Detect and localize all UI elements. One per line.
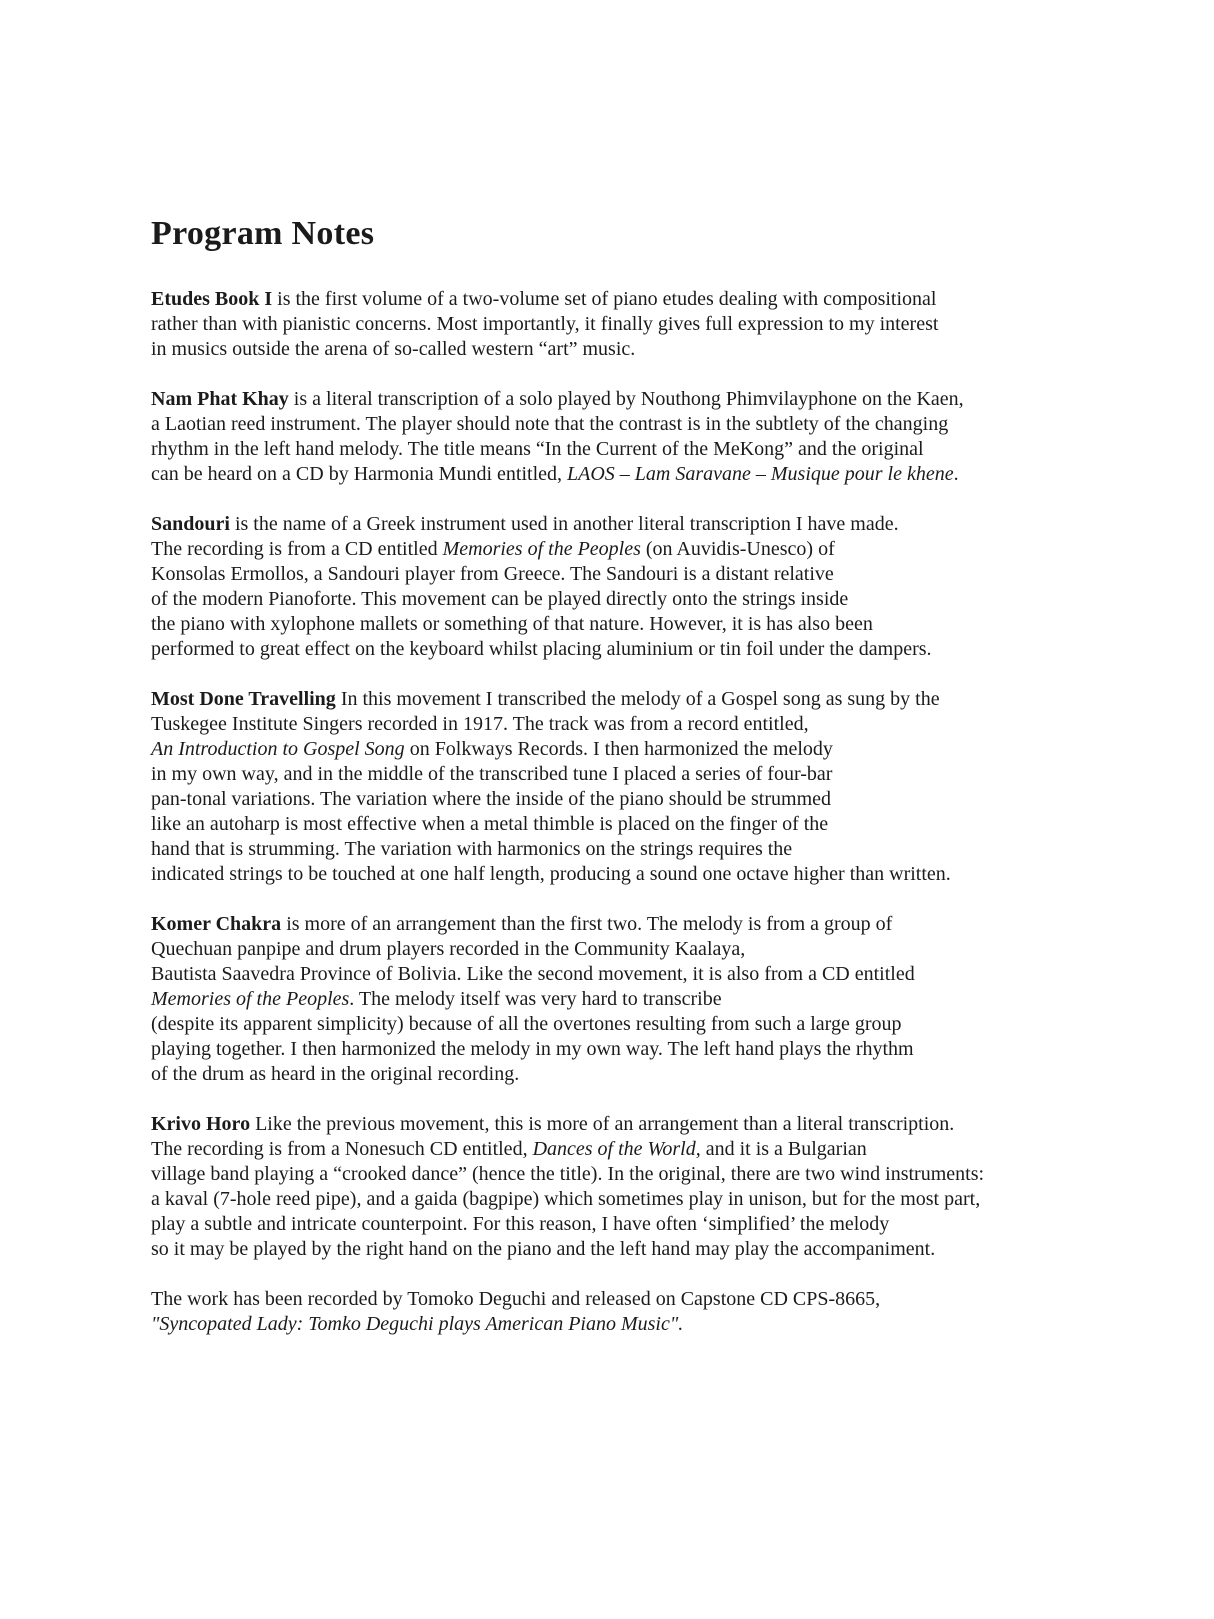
text-line: [151, 1312, 1124, 1337]
text-run: is the first volume of a two-volume set of piano etudes dealing with compositional: [272, 288, 937, 310]
text-line: [151, 1162, 1124, 1187]
text-line: [151, 612, 1124, 637]
text-run: like an autoharp is most effective when a metal thimble is placed on the finger of the: [151, 813, 829, 835]
paragraph: [151, 512, 1124, 662]
text-run: in musics outside the arena of so-called western “art” music.: [151, 338, 636, 360]
text-line: [151, 437, 1124, 462]
text-run: . The melody itself was very hard to transcribe: [349, 988, 722, 1010]
paragraph: [151, 1112, 1124, 1262]
text-line: [151, 1062, 1124, 1087]
text-run: is more of an arrangement than the first two. The melody is from a group of: [281, 913, 893, 935]
text-run: An Introduction to Gospel Song: [151, 738, 405, 760]
text-run: Memories of the Peoples: [442, 538, 641, 560]
text-run: performed to great effect on the keyboard whilst placing aluminium or tin foil under the dampers.: [151, 638, 932, 660]
text-run: a kaval (7-hole reed pipe), and a gaida (bagpipe) which sometimes play in unison, but for the most part,: [151, 1188, 981, 1210]
text-line: [151, 337, 1124, 362]
text-run: "Syncopated Lady: Tomko Deguchi plays American Piano Music".: [151, 1313, 684, 1335]
text-run: is a literal transcription of a solo played by Nouthong Phimvilayphone on the Kaen,: [288, 388, 964, 410]
text-run: hand that is strumming. The variation with harmonics on the strings requires the: [151, 838, 793, 860]
text-run: play a subtle and intricate counterpoint. For this reason, I have often ‘simplified’ the melody: [151, 1213, 890, 1235]
text-line: [151, 1037, 1124, 1062]
text-run: LAOS – Lam Saravane – Musique pour le khene: [567, 463, 954, 485]
text-run: Memories of the Peoples: [151, 988, 350, 1010]
text-line: [151, 637, 1124, 662]
text-line: [151, 737, 1124, 762]
text-line: [151, 537, 1124, 562]
text-run: .: [953, 463, 959, 485]
text-line: [151, 1212, 1124, 1237]
text-run: of the modern Pianoforte. This movement can be played directly onto the strings inside: [151, 588, 849, 610]
paragraph: [151, 687, 1124, 887]
text-line: [151, 812, 1124, 837]
page-title: Program Notes: [151, 215, 375, 252]
text-run: village band playing a “crooked dance” (hence the title). In the original, there are two wind instruments:: [151, 1163, 985, 1185]
text-run: Nam Phat Khay: [151, 388, 289, 410]
text-run: is the name of a Greek instrument used in another literal transcription I have made.: [229, 513, 899, 535]
text-run: Etudes Book I: [151, 288, 273, 310]
text-line: [151, 1137, 1124, 1162]
text-run: Most Done Travelling: [151, 688, 336, 710]
text-run: Bautista Saavedra Province of Bolivia. Like the second movement, it is also from a CD entitled: [151, 963, 915, 985]
text-run: The recording is from a Nonesuch CD entitled,: [151, 1138, 533, 1160]
text-line: [151, 862, 1124, 887]
text-line: [151, 762, 1124, 787]
text-line: [151, 312, 1124, 337]
text-run: Tuskegee Institute Singers recorded in 1917. The track was from a record entitled,: [151, 713, 809, 735]
text-run: the piano with xylophone mallets or something of that nature. However, it is has also been: [151, 613, 873, 635]
text-line: [151, 937, 1124, 962]
text-run: so it may be played by the right hand on the piano and the left hand may play the accompaniment.: [151, 1238, 936, 1260]
document-body: [151, 287, 1124, 1337]
text-line: [151, 1187, 1124, 1212]
text-run: rhythm in the left hand melody. The title means “In the Current of the MeKong” and the original: [151, 438, 924, 460]
paragraph: [151, 1287, 1124, 1337]
text-run: In this movement I transcribed the melody of a Gospel song as sung by the: [335, 688, 940, 710]
text-run: Quechuan panpipe and drum players recorded in the Community Kaalaya,: [151, 938, 746, 960]
text-line: [151, 987, 1124, 1012]
text-run: a Laotian reed instrument. The player should note that the contrast is in the subtlety of the changing: [151, 413, 949, 435]
text-line: [151, 562, 1124, 587]
text-run: Sandouri: [151, 513, 230, 535]
text-line: [151, 587, 1124, 612]
text-line: [151, 837, 1124, 862]
document-content: [151, 213, 1124, 1362]
text-run: (on Auvidis-Unesco) of: [640, 538, 835, 560]
text-run: and it is a Bulgarian: [700, 1138, 867, 1160]
text-line: [151, 512, 1124, 537]
text-run: Like the previous movement, this is more of an arrangement than a literal transcription.: [250, 1113, 955, 1135]
text-run: Dances of the World,: [532, 1138, 701, 1160]
text-line: [151, 387, 1124, 412]
text-line: [151, 287, 1124, 312]
text-line: [151, 1012, 1124, 1037]
text-run: Komer Chakra: [151, 913, 282, 935]
paragraph: [151, 387, 1124, 487]
text-run: playing together. I then harmonized the melody in my own way. The left hand plays the rhythm: [151, 1038, 914, 1060]
paragraph: [151, 287, 1124, 362]
text-run: on Folkways Records. I then harmonized the melody: [404, 738, 833, 760]
text-run: Konsolas Ermollos, a Sandouri player from Greece. The Sandouri is a distant relative: [151, 563, 834, 585]
text-line: [151, 912, 1124, 937]
text-line: [151, 1287, 1124, 1312]
text-run: in my own way, and in the middle of the transcribed tune I placed a series of four-bar: [151, 763, 833, 785]
text-run: The recording is from a CD entitled: [151, 538, 443, 560]
text-line: [151, 787, 1124, 812]
text-line: [151, 1112, 1124, 1137]
text-run: can be heard on a CD by Harmonia Mundi entitled,: [151, 463, 567, 485]
paragraph: [151, 912, 1124, 1087]
text-run: pan-tonal variations. The variation where the inside of the piano should be strummed: [151, 788, 832, 810]
text-line: [151, 412, 1124, 437]
text-run: of the drum as heard in the original recording.: [151, 1063, 520, 1085]
text-line: [151, 462, 1124, 487]
text-run: (despite its apparent simplicity) because of all the overtones resulting from such a large group: [151, 1013, 902, 1035]
text-run: Krivo Horo: [151, 1113, 251, 1135]
text-line: [151, 1237, 1124, 1262]
text-line: [151, 687, 1124, 712]
text-line: [151, 712, 1124, 737]
text-run: indicated strings to be touched at one half length, producing a sound one octave higher than written.: [151, 863, 951, 885]
text-run: rather than with pianistic concerns. Most importantly, it finally gives full expression to my interest: [151, 313, 939, 335]
text-run: The work has been recorded by Tomoko Deguchi and released on Capstone CD CPS-8665,: [151, 1288, 881, 1310]
text-line: [151, 962, 1124, 987]
